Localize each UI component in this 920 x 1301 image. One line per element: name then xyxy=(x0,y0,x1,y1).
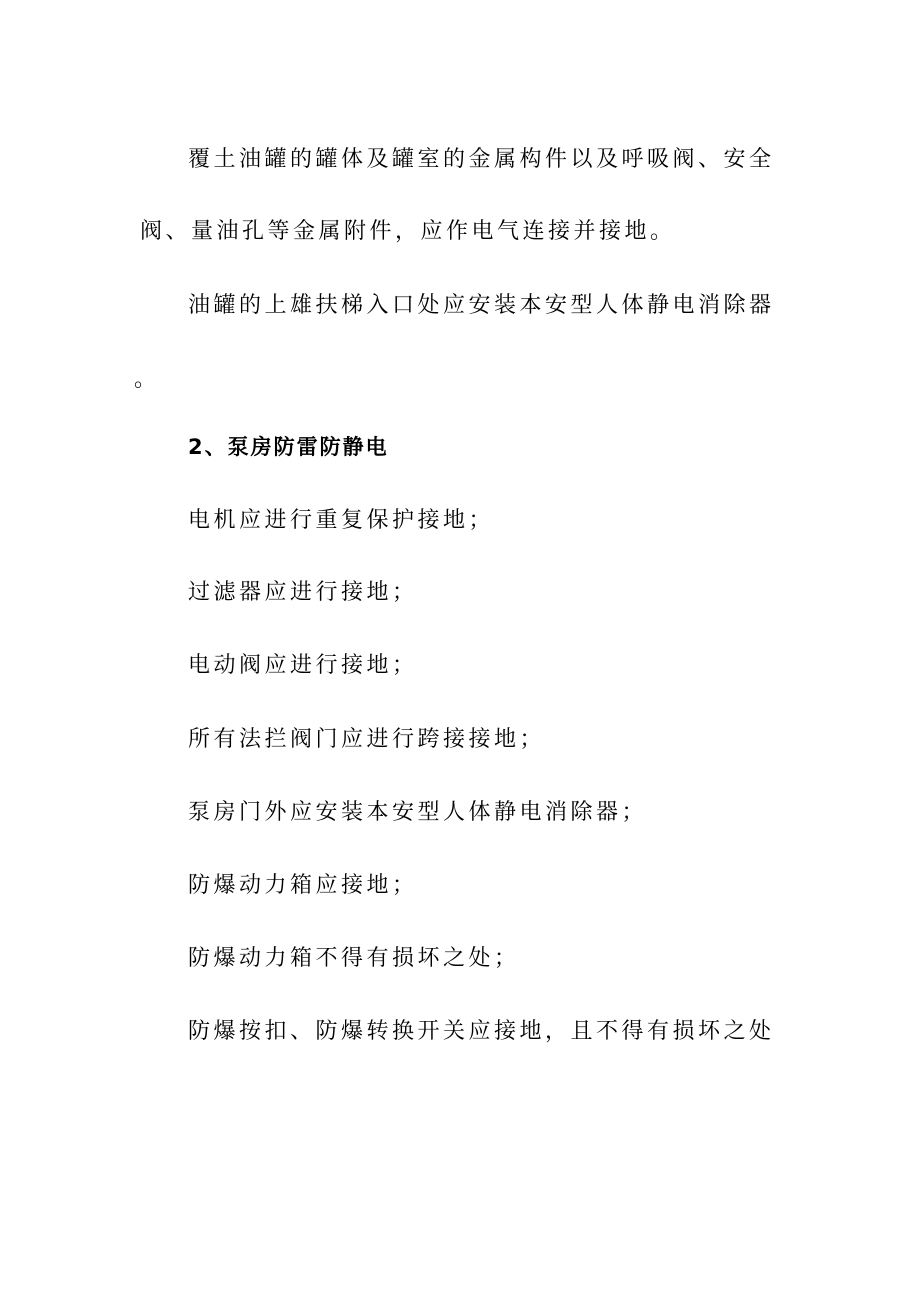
list-item: 防爆动力箱不得有损坏之处； xyxy=(188,946,520,971)
list-item: 所有法拦阀门应进行跨接接地； xyxy=(188,727,546,752)
paragraph-1-line-1: 覆土油罐的罐体及罐室的金属构件以及呼吸阀、安全 xyxy=(188,147,775,172)
list-item: 过滤器应进行接地； xyxy=(188,580,418,605)
section-heading: 2、泵房防雷防静电 xyxy=(188,435,389,459)
paragraph-2-line-1: 油罐的上雄扶梯入口处应安装本安型人体静电消除器 xyxy=(188,293,775,318)
list-item: 防爆按扣、防爆转换开关应接地，且不得有损坏之处 xyxy=(188,1019,775,1044)
list-item: 电动阀应进行接地； xyxy=(188,653,418,678)
list-item: 电机应进行重复保护接地； xyxy=(188,508,495,533)
list-item: 防爆动力箱应接地； xyxy=(188,873,418,898)
paragraph-1-line-2: 阀、量油孔等金属附件，应作电气连接并接地。 xyxy=(140,219,676,244)
paragraph-2-line-2: 。 xyxy=(134,367,160,392)
list-item: 泵房门外应安装本安型人体静电消除器； xyxy=(188,800,648,825)
